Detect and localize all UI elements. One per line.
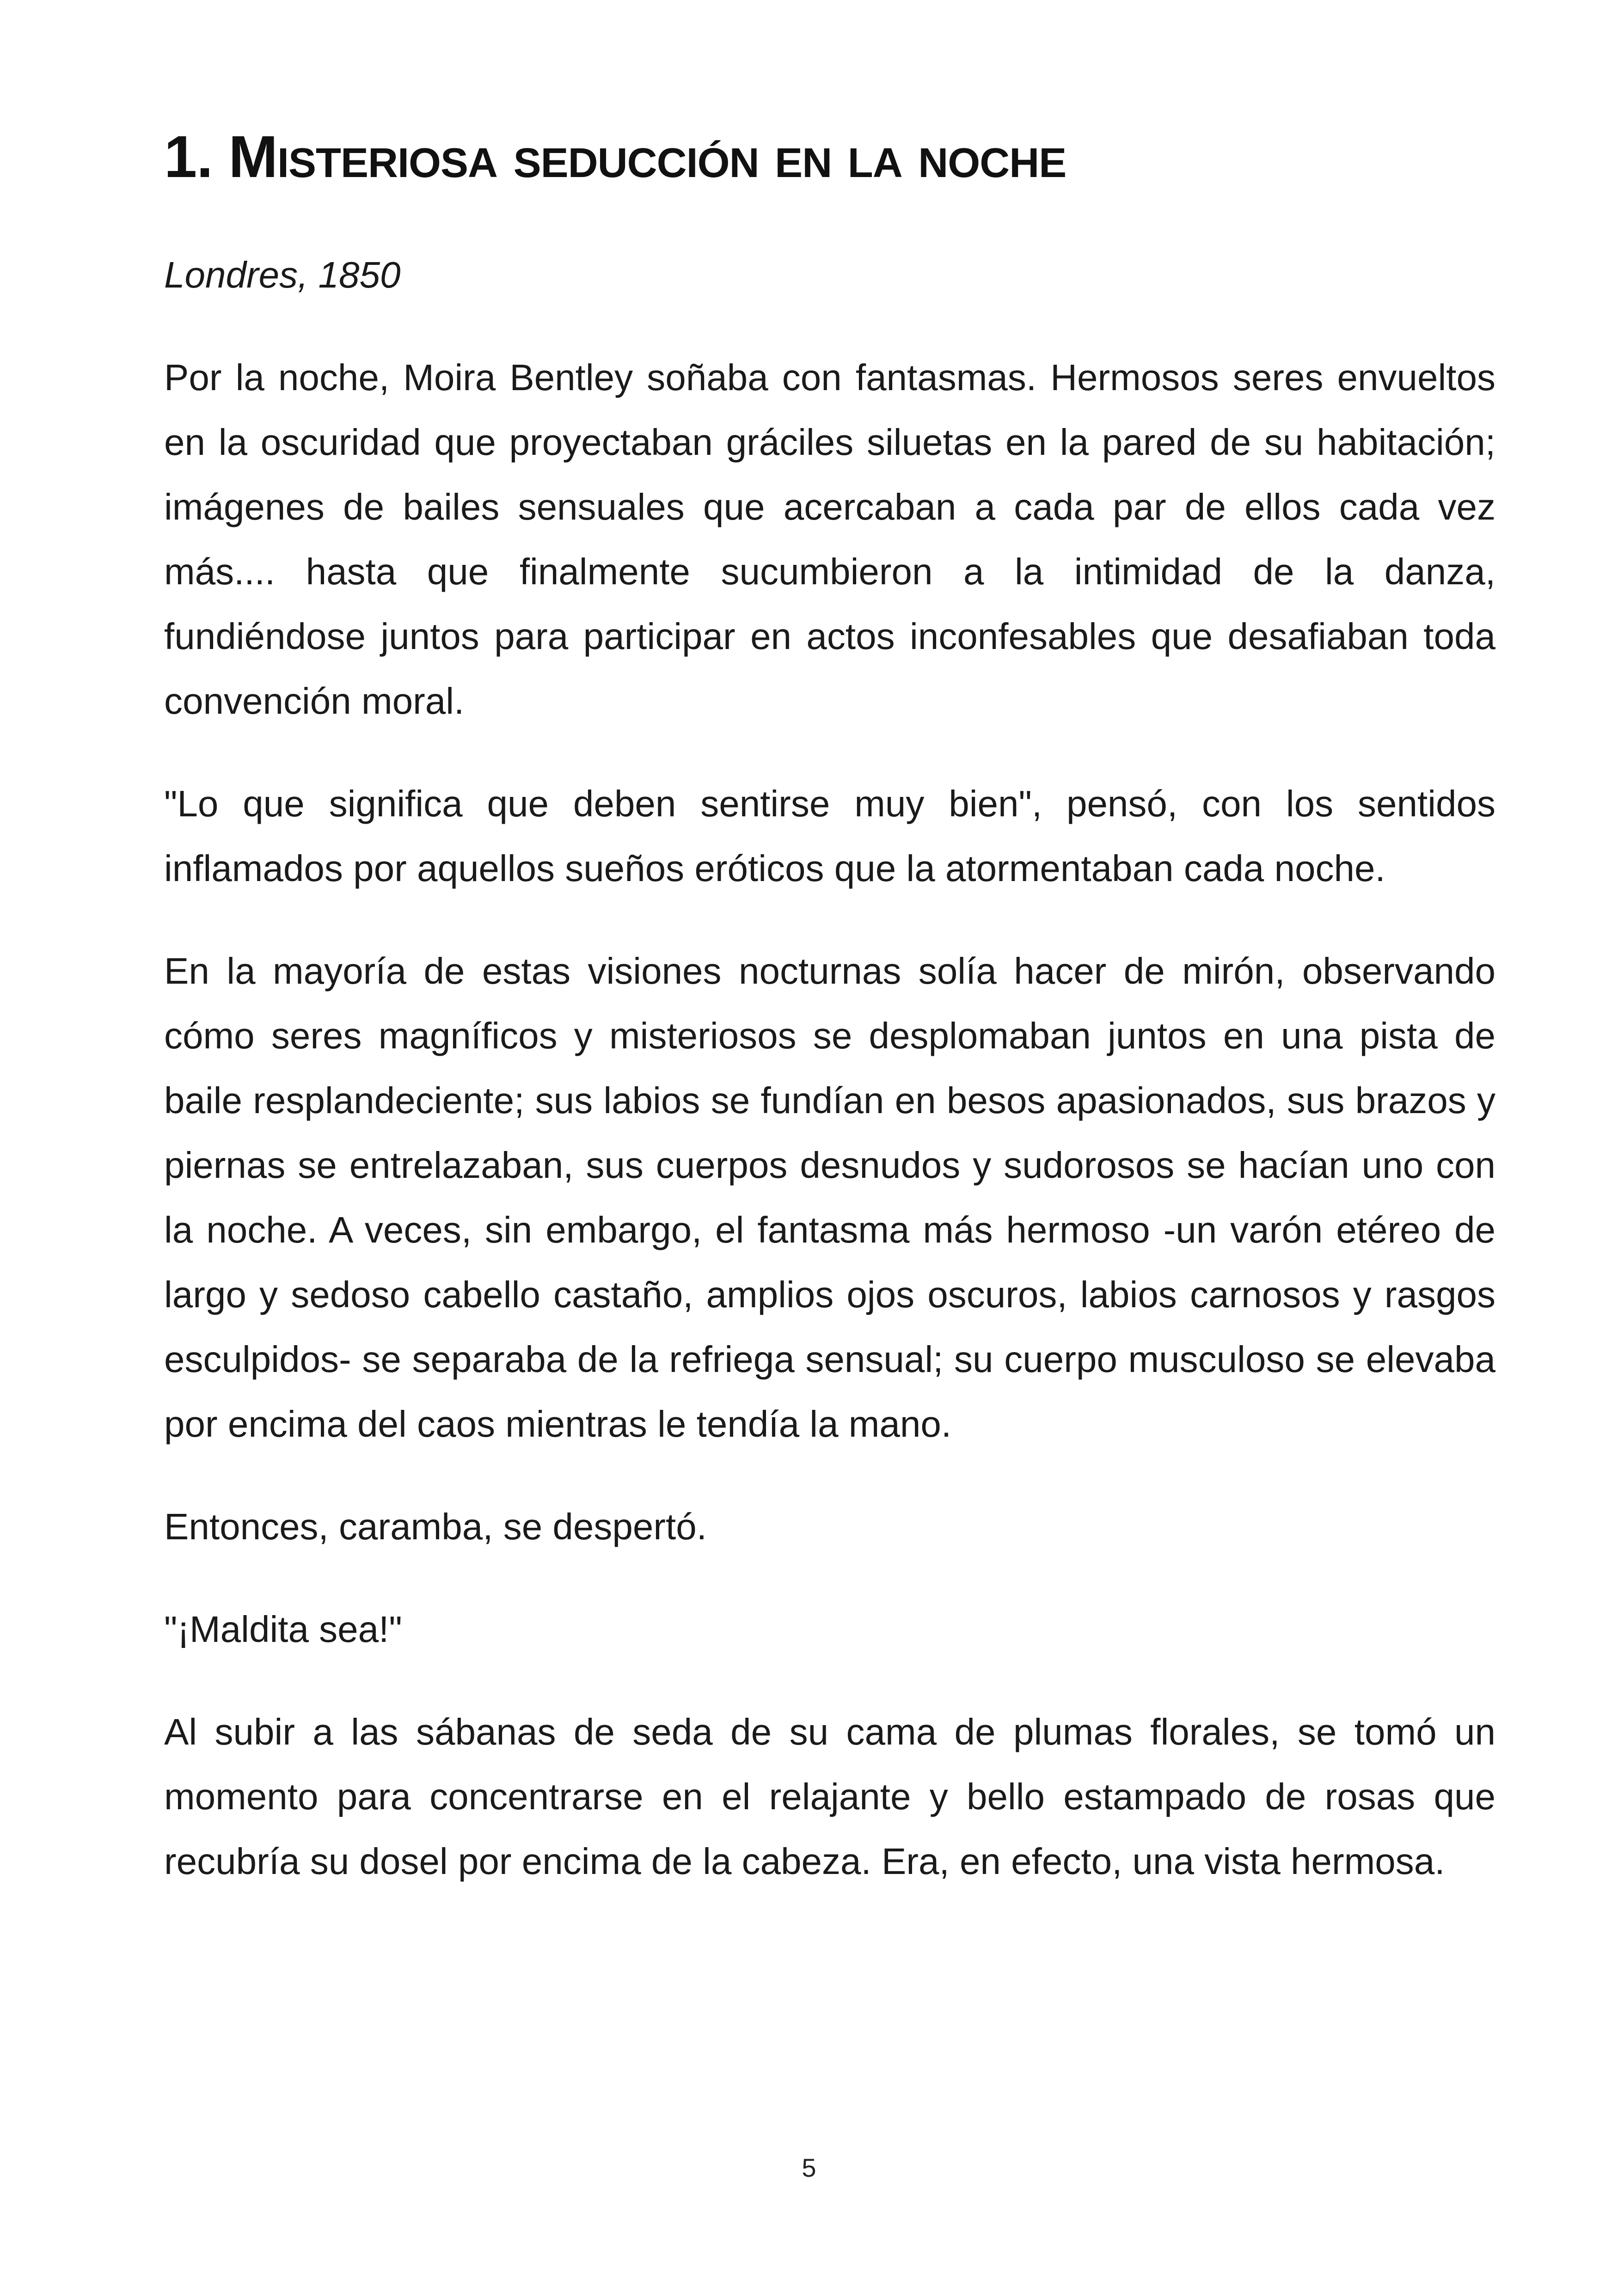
- paragraph-3: En la mayoría de estas visiones nocturnas solía hacer de mirón, observando cómo seres magníficos y misteriosos se desplomaban juntos en una pista de baile resplandeciente; sus labios se fundían en besos apasionados, sus brazos y piernas se entrelazaban, sus cuerpos desnudos y sudorosos se hacían uno con la noche. A veces, sin embargo, el fantasma más hermoso -un varón etéreo de largo y sedoso cabello castaño, amplios ojos oscuros, labios carnosos y rasgos esculpidos- se separaba de la refriega sensual; su cuerpo musculoso se elevaba por encima del caos mientras le tendía la mano.: [164, 950, 1495, 1445]
- paragraph-1: Por la noche, Moira Bentley soñaba con fantasmas. Hermosos seres envueltos en la oscuridad que proyectaban gráciles siluetas en la pared de su habitación; imágenes de bailes sensuales que acercaban a cada par de ellos cada vez más.... hasta que finalmente sucumbieron a la intimidad de la danza, fundiéndose juntos para participar en actos inconfesables que desafiaban toda convención moral.: [164, 357, 1495, 722]
- paragraph-6: Al subir a las sábanas de seda de su cama de plumas florales, se tomó un momento para concentrarse en el relajante y bello estampado de rosas que recubría su dosel por encima de la cabeza. Era, en efecto, una vista hermosa.: [164, 1711, 1495, 1882]
- page-number: 5: [802, 2153, 816, 2182]
- chapter-title: 1. Misteriosa seducción en la noche: [164, 124, 1066, 190]
- paragraph-2: "Lo que significa que deben sentirse muy bien", pensó, con los sentidos inflamados por aquellos sueños eróticos que la atormentaban cada noche.: [164, 783, 1495, 889]
- page-content: [164, 116, 1495, 1894]
- paragraph-5: "¡Maldita sea!": [164, 1609, 402, 1650]
- dateline: Londres, 1850: [164, 254, 401, 295]
- paragraph-4: Entonces, caramba, se despertó.: [164, 1506, 707, 1547]
